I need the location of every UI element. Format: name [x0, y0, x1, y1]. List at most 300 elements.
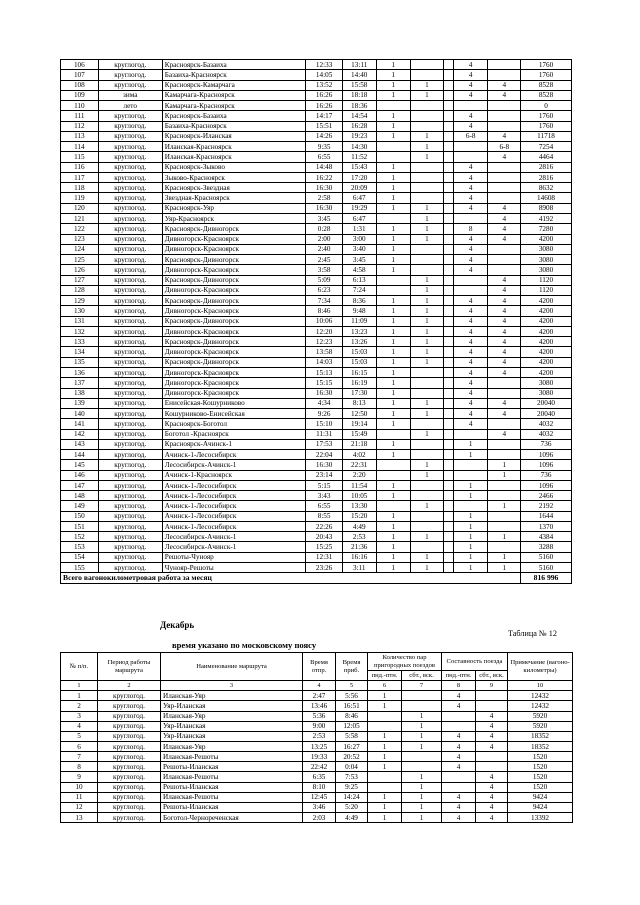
cell-car-km: 18352: [508, 741, 573, 751]
cell-arr: 9:25: [336, 782, 368, 792]
cell-comp-weekday: 4: [453, 244, 488, 254]
cell-arr: 21:36: [342, 542, 376, 552]
cell-pairs-weekday: 1: [376, 552, 411, 562]
cell-comp-weekday: 4: [442, 701, 476, 711]
cell-arr: 14:54: [342, 111, 376, 121]
cell-dep: 2:58: [306, 193, 343, 203]
cell-num: 130: [61, 306, 99, 316]
cell-num: 121: [61, 213, 99, 223]
cell-num: 107: [61, 70, 99, 80]
cell-route: Ачинск-1-Лесосибирск: [162, 450, 306, 460]
cell-pairs-weekday: 1: [376, 439, 411, 449]
cell-period: круглогод.: [98, 711, 161, 721]
cell-comp-weekend: [488, 162, 521, 172]
cell-dep: 8:46: [306, 306, 343, 316]
cell-comp-weekday: 4: [453, 183, 488, 193]
cell-num: 106: [61, 60, 99, 70]
cell-arr: 8:46: [336, 711, 368, 721]
cell-num: 136: [61, 367, 99, 377]
cell-period: круглогод.: [98, 450, 162, 460]
cell-extra: [443, 470, 453, 480]
cell-comp-weekend: 1: [488, 501, 521, 511]
cell-period: круглогод.: [98, 296, 162, 306]
cell-pairs-weekday: 1: [376, 563, 411, 573]
cell-period: круглогод.: [98, 203, 162, 213]
cell-pairs-weekend: 1: [402, 731, 442, 741]
cell-arr: 0:04: [336, 762, 368, 772]
cell-car-km: 8528: [521, 80, 572, 90]
cell-route: Ачинск-1-Лесосибирск: [162, 480, 306, 490]
table-number: Таблица № 12: [508, 629, 557, 638]
cell-comp-weekend: 4: [488, 275, 521, 285]
cell-route: Дивногорск-Красноярск: [162, 265, 306, 275]
cell-num: 142: [61, 429, 99, 439]
cell-comp-weekend: 1: [488, 470, 521, 480]
cell-car-km: 1520: [508, 752, 573, 762]
cell-arr: 19:29: [342, 203, 376, 213]
cell-comp-weekend: [488, 111, 521, 121]
cell-dep: 16:26: [306, 101, 343, 111]
cell-num: 7: [61, 752, 98, 762]
cell-route: Уяр-Иланская: [161, 721, 303, 731]
cell-num: 144: [61, 450, 99, 460]
cell-pairs-weekday: 1: [376, 265, 411, 275]
cell-dep: 13:52: [306, 80, 343, 90]
cell-comp-weekday: 4: [453, 357, 488, 367]
cell-dep: 22:26: [306, 521, 343, 531]
cell-dep: 14:05: [306, 70, 343, 80]
cell-dep: 5:09: [306, 275, 343, 285]
cell-route: Иланская-Решоты: [161, 752, 303, 762]
cell-car-km: 4200: [521, 316, 572, 326]
table-row: [61, 711, 573, 721]
cell-comp-weekend: 4: [488, 357, 521, 367]
cell-num: 1: [61, 691, 98, 701]
routes-table-november: [60, 59, 572, 584]
cell-period: круглогод.: [98, 812, 161, 822]
cell-comp-weekday: 1: [453, 521, 488, 531]
table-row: [61, 772, 573, 782]
cell-extra: [443, 480, 453, 490]
cell-extra: [443, 131, 453, 141]
cell-comp-weekend: [488, 439, 521, 449]
cell-dep: 7:34: [306, 296, 343, 306]
table-row: [61, 511, 572, 521]
cell-num: 141: [61, 419, 99, 429]
cell-comp-weekend: 4: [488, 80, 521, 90]
cell-car-km: 736: [521, 439, 572, 449]
cell-comp-weekend: [488, 101, 521, 111]
cell-arr: 19:14: [342, 419, 376, 429]
cell-arr: 6:47: [342, 213, 376, 223]
cell-car-km: 13392: [508, 812, 573, 822]
cell-pairs-weekend: 1: [402, 792, 442, 802]
cell-comp-weekday: 4: [453, 121, 488, 131]
cell-num: 124: [61, 244, 99, 254]
cell-pairs-weekend: 1: [411, 470, 444, 480]
cell-pairs-weekday: 1: [376, 121, 411, 131]
cell-dep: 2:45: [306, 255, 343, 265]
cell-comp-weekend: [488, 450, 521, 460]
cell-pairs-weekend: [411, 60, 444, 70]
cell-car-km: 1760: [521, 60, 572, 70]
cell-period: круглогод.: [98, 419, 162, 429]
cell-arr: 18:36: [342, 101, 376, 111]
cell-route: Дивногорск-Красноярск: [162, 244, 306, 254]
cell-dep: 16:30: [306, 388, 343, 398]
cell-car-km: 4200: [521, 347, 572, 357]
cell-arr: 9:48: [342, 306, 376, 316]
table-row: [61, 563, 572, 573]
table-row: [61, 419, 572, 429]
cell-pairs-weekday: 1: [368, 701, 402, 711]
cell-num: 12: [61, 802, 98, 812]
cell-period: круглогод.: [98, 121, 162, 131]
cell-pairs-weekend: 1: [411, 563, 444, 573]
cell-pairs-weekend: [411, 378, 444, 388]
cell-car-km: 2192: [521, 501, 572, 511]
cell-car-km: 1520: [508, 782, 573, 792]
cell-pairs-weekend: [411, 255, 444, 265]
cell-comp-weekend: 4: [488, 398, 521, 408]
cell-comp-weekend: [488, 60, 521, 70]
cell-pairs-weekend: 1: [411, 203, 444, 213]
cell-comp-weekday: 4: [453, 347, 488, 357]
cell-pairs-weekday: [376, 470, 411, 480]
cell-num: 123: [61, 234, 99, 244]
cell-pairs-weekday: 1: [376, 491, 411, 501]
cell-route: Красноярск-Дивногорск: [162, 337, 306, 347]
cell-arr: 4:49: [342, 521, 376, 531]
cell-dep: 2:03: [303, 812, 336, 822]
cell-route: Звездная-Красноярск: [162, 193, 306, 203]
cell-num: 115: [61, 152, 99, 162]
cell-route: Иланская-Уяр: [161, 691, 303, 701]
time-zone-note: время указано по московскому поясу: [172, 640, 317, 650]
cell-period: круглогод.: [98, 162, 162, 172]
cell-car-km: 1760: [521, 70, 572, 80]
cell-pairs-weekend: [411, 388, 444, 398]
cell-pairs-weekday: 1: [368, 812, 402, 822]
cell-pairs-weekend: [411, 542, 444, 552]
cell-arr: 16:19: [342, 378, 376, 388]
cell-comp-weekday: 4: [442, 792, 476, 802]
cell-dep: 15:13: [306, 367, 343, 377]
cell-route: Иланская-Уяр: [161, 711, 303, 721]
cell-comp-weekend: [476, 752, 508, 762]
column-number: 5: [336, 681, 368, 691]
table-row: [61, 142, 572, 152]
table-row: [61, 162, 572, 172]
cell-pairs-weekday: 1: [376, 70, 411, 80]
cell-pairs-weekend: [411, 450, 444, 460]
cell-car-km: 4200: [521, 367, 572, 377]
cell-pairs-weekend: [411, 439, 444, 449]
cell-comp-weekend: 4: [476, 812, 508, 822]
cell-comp-weekend: 4: [476, 721, 508, 731]
cell-car-km: 1760: [521, 121, 572, 131]
cell-period: круглогод.: [98, 142, 162, 152]
cell-arr: 13:26: [342, 337, 376, 347]
cell-car-km: 1096: [521, 450, 572, 460]
cell-comp-weekend: [476, 762, 508, 772]
table-row: [61, 792, 573, 802]
cell-arr: 13:23: [342, 326, 376, 336]
cell-comp-weekend: 4: [476, 802, 508, 812]
table-row: [61, 782, 573, 792]
table-row: [61, 521, 572, 531]
table-row: [61, 812, 573, 822]
cell-route: Решоты-Иланская: [161, 802, 303, 812]
cell-pairs-weekend: [411, 265, 444, 275]
cell-comp-weekend: [488, 542, 521, 552]
cell-num: 155: [61, 563, 99, 573]
cell-period: круглогод.: [98, 511, 162, 521]
cell-num: 112: [61, 121, 99, 131]
cell-period: круглогод.: [98, 265, 162, 275]
cell-extra: [443, 244, 453, 254]
cell-period: круглогод.: [98, 521, 162, 531]
cell-num: 2: [61, 701, 98, 711]
cell-comp-weekend: 1: [488, 552, 521, 562]
cell-car-km: 4200: [521, 296, 572, 306]
cell-period: круглогод.: [98, 491, 162, 501]
cell-num: 150: [61, 511, 99, 521]
cell-arr: 12:50: [342, 409, 376, 419]
cell-comp-weekday: 4: [453, 172, 488, 182]
cell-extra: [443, 213, 453, 223]
table-row: [61, 409, 572, 419]
cell-num: 128: [61, 285, 99, 295]
cell-pairs-weekday: 1: [368, 741, 402, 751]
cell-num: 4: [61, 721, 98, 731]
cell-dep: 19:33: [303, 752, 336, 762]
cell-period: круглогод.: [98, 244, 162, 254]
cell-arr: 10:05: [342, 491, 376, 501]
table-row: [61, 701, 573, 711]
cell-pairs-weekday: [376, 285, 411, 295]
cell-arr: 5:20: [336, 802, 368, 812]
cell-extra: [443, 203, 453, 213]
cell-pairs-weekday: 1: [368, 802, 402, 812]
cell-comp-weekend: 4: [488, 224, 521, 234]
cell-car-km: 2816: [521, 162, 572, 172]
cell-extra: [443, 357, 453, 367]
cell-car-km: 11718: [521, 131, 572, 141]
cell-comp-weekend: [488, 265, 521, 275]
cell-pairs-weekend: 1: [411, 285, 444, 295]
cell-pairs-weekend: [402, 762, 442, 772]
cell-comp-weekend: 4: [488, 131, 521, 141]
cell-comp-weekday: [453, 152, 488, 162]
cell-num: 153: [61, 542, 99, 552]
cell-num: 118: [61, 183, 99, 193]
cell-comp-weekday: 4: [453, 255, 488, 265]
cell-comp-weekend: 4: [488, 316, 521, 326]
cell-period: круглогод.: [98, 470, 162, 480]
cell-comp-weekend: 4: [476, 711, 508, 721]
cell-comp-weekend: [488, 244, 521, 254]
cell-pairs-weekend: 1: [411, 80, 444, 90]
cell-comp-weekend: [476, 691, 508, 701]
cell-pairs-weekday: [376, 275, 411, 285]
cell-route: Красноярск-Дивногорск: [162, 224, 306, 234]
cell-route: Дивногорск-Красноярск: [162, 367, 306, 377]
cell-dep: 9:35: [306, 142, 343, 152]
cell-route: Чунояр-Решоты: [162, 563, 306, 573]
cell-dep: 12:20: [306, 326, 343, 336]
cell-car-km: 4200: [521, 306, 572, 316]
cell-num: 143: [61, 439, 99, 449]
table-row: [61, 460, 572, 470]
cell-num: 140: [61, 409, 99, 419]
cell-dep: 9:26: [306, 409, 343, 419]
cell-pairs-weekend: 1: [411, 532, 444, 542]
cell-comp-weekend: [488, 121, 521, 131]
table-row: [61, 337, 572, 347]
total-value: 816 996: [521, 573, 572, 583]
cell-pairs-weekend: [411, 101, 444, 111]
table-row: [61, 111, 572, 121]
cell-period: круглогод.: [98, 552, 162, 562]
cell-dep: 15:15: [306, 378, 343, 388]
cell-comp-weekend: [488, 491, 521, 501]
cell-pairs-weekday: 1: [376, 409, 411, 419]
cell-arr: 4:49: [336, 812, 368, 822]
cell-dep: 14:17: [306, 111, 343, 121]
cell-route: Кошурниково-Енисейская: [162, 409, 306, 419]
cell-dep: 16:30: [306, 203, 343, 213]
cell-dep: 10:06: [306, 316, 343, 326]
cell-car-km: 3288: [521, 542, 572, 552]
table-row: [61, 762, 573, 772]
cell-comp-weekend: 4: [488, 326, 521, 336]
cell-arr: 19:23: [342, 131, 376, 141]
cell-car-km: 4200: [521, 337, 572, 347]
cell-dep: 12:23: [306, 337, 343, 347]
cell-dep: 3:43: [306, 491, 343, 501]
cell-pairs-weekday: 1: [376, 306, 411, 316]
col-header-period: Период работы маршрута: [98, 653, 161, 681]
cell-pairs-weekend: [411, 193, 444, 203]
table-row: [61, 70, 572, 80]
cell-period: круглогод.: [98, 234, 162, 244]
cell-comp-weekday: 1: [453, 552, 488, 562]
cell-comp-weekday: 4: [453, 296, 488, 306]
cell-comp-weekend: [488, 388, 521, 398]
cell-pairs-weekend: 1: [411, 224, 444, 234]
cell-extra: [443, 409, 453, 419]
cell-arr: 8:13: [342, 398, 376, 408]
cell-num: 11: [61, 792, 98, 802]
cell-pairs-weekday: 1: [376, 255, 411, 265]
cell-dep: 23:26: [306, 563, 343, 573]
cell-dep: 6:35: [303, 772, 336, 782]
cell-comp-weekday: [442, 772, 476, 782]
cell-pairs-weekend: 1: [402, 721, 442, 731]
cell-pairs-weekday: 1: [376, 183, 411, 193]
cell-comp-weekday: 1: [453, 491, 488, 501]
cell-car-km: 0: [521, 101, 572, 111]
cell-route: Красноярск-Дивногорск: [162, 275, 306, 285]
cell-comp-weekday: [453, 429, 488, 439]
cell-period: круглогод.: [98, 532, 162, 542]
cell-comp-weekend: 4: [488, 306, 521, 316]
cell-comp-weekend: 4: [476, 782, 508, 792]
cell-comp-weekday: 4: [453, 193, 488, 203]
table-row: [61, 121, 572, 131]
cell-comp-weekday: [453, 470, 488, 480]
cell-route: Уяр-Иланская: [161, 701, 303, 711]
cell-car-km: 1520: [508, 772, 573, 782]
column-number: 2: [98, 681, 161, 691]
cell-dep: 15:10: [306, 419, 343, 429]
cell-dep: 4:34: [306, 398, 343, 408]
cell-route: Красноярск-Иланская: [162, 131, 306, 141]
cell-comp-weekend: 4: [488, 152, 521, 162]
cell-arr: 4:02: [342, 450, 376, 460]
cell-arr: 8:36: [342, 296, 376, 306]
cell-extra: [443, 193, 453, 203]
cell-route: Красноярск-Дивногорск: [162, 296, 306, 306]
cell-route: Базаиха-Красноярск: [162, 70, 306, 80]
cell-route: Иланская-Красноярск: [162, 152, 306, 162]
cell-extra: [443, 419, 453, 429]
cell-comp-weekday: 1: [453, 563, 488, 573]
cell-period: круглогод.: [98, 306, 162, 316]
cell-comp-weekend: 1: [488, 532, 521, 542]
cell-car-km: 20040: [521, 409, 572, 419]
cell-pairs-weekend: 1: [402, 812, 442, 822]
cell-period: круглогод.: [98, 213, 162, 223]
cell-pairs-weekend: 1: [411, 213, 444, 223]
cell-pairs-weekend: 1: [411, 347, 444, 357]
cell-pairs-weekday: [376, 101, 411, 111]
cell-arr: 15:03: [342, 347, 376, 357]
cell-extra: [443, 532, 453, 542]
table-row: [61, 213, 572, 223]
cell-extra: [443, 337, 453, 347]
cell-period: круглогод.: [98, 501, 162, 511]
cell-pairs-weekend: [402, 701, 442, 711]
cell-extra: [443, 142, 453, 152]
cell-num: 126: [61, 265, 99, 275]
cell-arr: 3:00: [342, 234, 376, 244]
cell-extra: [443, 542, 453, 552]
cell-route: Красноярск-Уяр: [162, 203, 306, 213]
cell-dep: 16:26: [306, 90, 343, 100]
cell-comp-weekend: 4: [488, 213, 521, 223]
cell-dep: 9:00: [303, 721, 336, 731]
cell-num: 138: [61, 388, 99, 398]
cell-comp-weekday: 1: [453, 439, 488, 449]
cell-dep: 6:55: [306, 152, 343, 162]
cell-route: Дивногорск-Красноярск: [162, 234, 306, 244]
cell-extra: [443, 162, 453, 172]
cell-pairs-weekend: [411, 419, 444, 429]
cell-route: Боготол-Чернореченская: [161, 812, 303, 822]
cell-pairs-weekend: 1: [411, 337, 444, 347]
cell-car-km: 5160: [521, 552, 572, 562]
cell-car-km: 8632: [521, 183, 572, 193]
cell-period: круглогод.: [98, 224, 162, 234]
cell-comp-weekday: 6-8: [453, 131, 488, 141]
cell-pairs-weekday: 1: [368, 691, 402, 701]
cell-car-km: 1096: [521, 460, 572, 470]
cell-num: 122: [61, 224, 99, 234]
cell-comp-weekend: 1: [488, 563, 521, 573]
cell-route: Ачинск-1-Лесосибирск: [162, 501, 306, 511]
